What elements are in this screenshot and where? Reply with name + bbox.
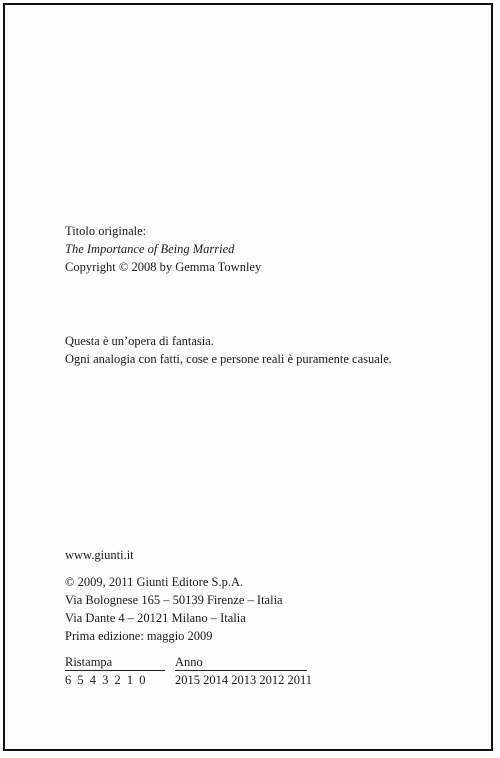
print-run-table: [65, 653, 313, 689]
disclaimer-line-2: Ogni analogia con fatti, cose e persone reali è puramente casuale.: [65, 352, 392, 366]
publisher-website: www.giunti.it: [65, 548, 134, 562]
print-table-header-row: [65, 653, 307, 671]
disclaimer-line-1: Questa è un’opera di fantasia.: [65, 334, 214, 348]
disclaimer-block: [65, 332, 392, 368]
original-title-label: Titolo originale:: [65, 224, 147, 238]
reprint-label: Ristampa: [65, 655, 113, 669]
publisher-block: [65, 573, 283, 645]
publisher-address-1: Via Bolognese 165 – 50139 Firenze – Italia: [65, 593, 283, 607]
book-page: [3, 3, 493, 751]
publisher-address-2: Via Dante 4 – 20121 Milano – Italia: [65, 611, 246, 625]
copyright-line: Copyright © 2008 by Gemma Townley: [65, 260, 262, 274]
year-label: Anno: [175, 655, 203, 669]
reprint-numbers: 6 5 4 3 2 1 0: [65, 673, 147, 687]
year-numbers: 2015 2014 2013 2012 2011: [175, 673, 313, 687]
original-title: The Importance of Being Married: [65, 242, 235, 256]
first-edition: Prima edizione: maggio 2009: [65, 629, 213, 643]
publisher-copyright: © 2009, 2011 Giunti Editore S.p.A.: [65, 575, 244, 589]
print-table-values-row: [65, 671, 313, 689]
credits-block: [65, 222, 261, 276]
